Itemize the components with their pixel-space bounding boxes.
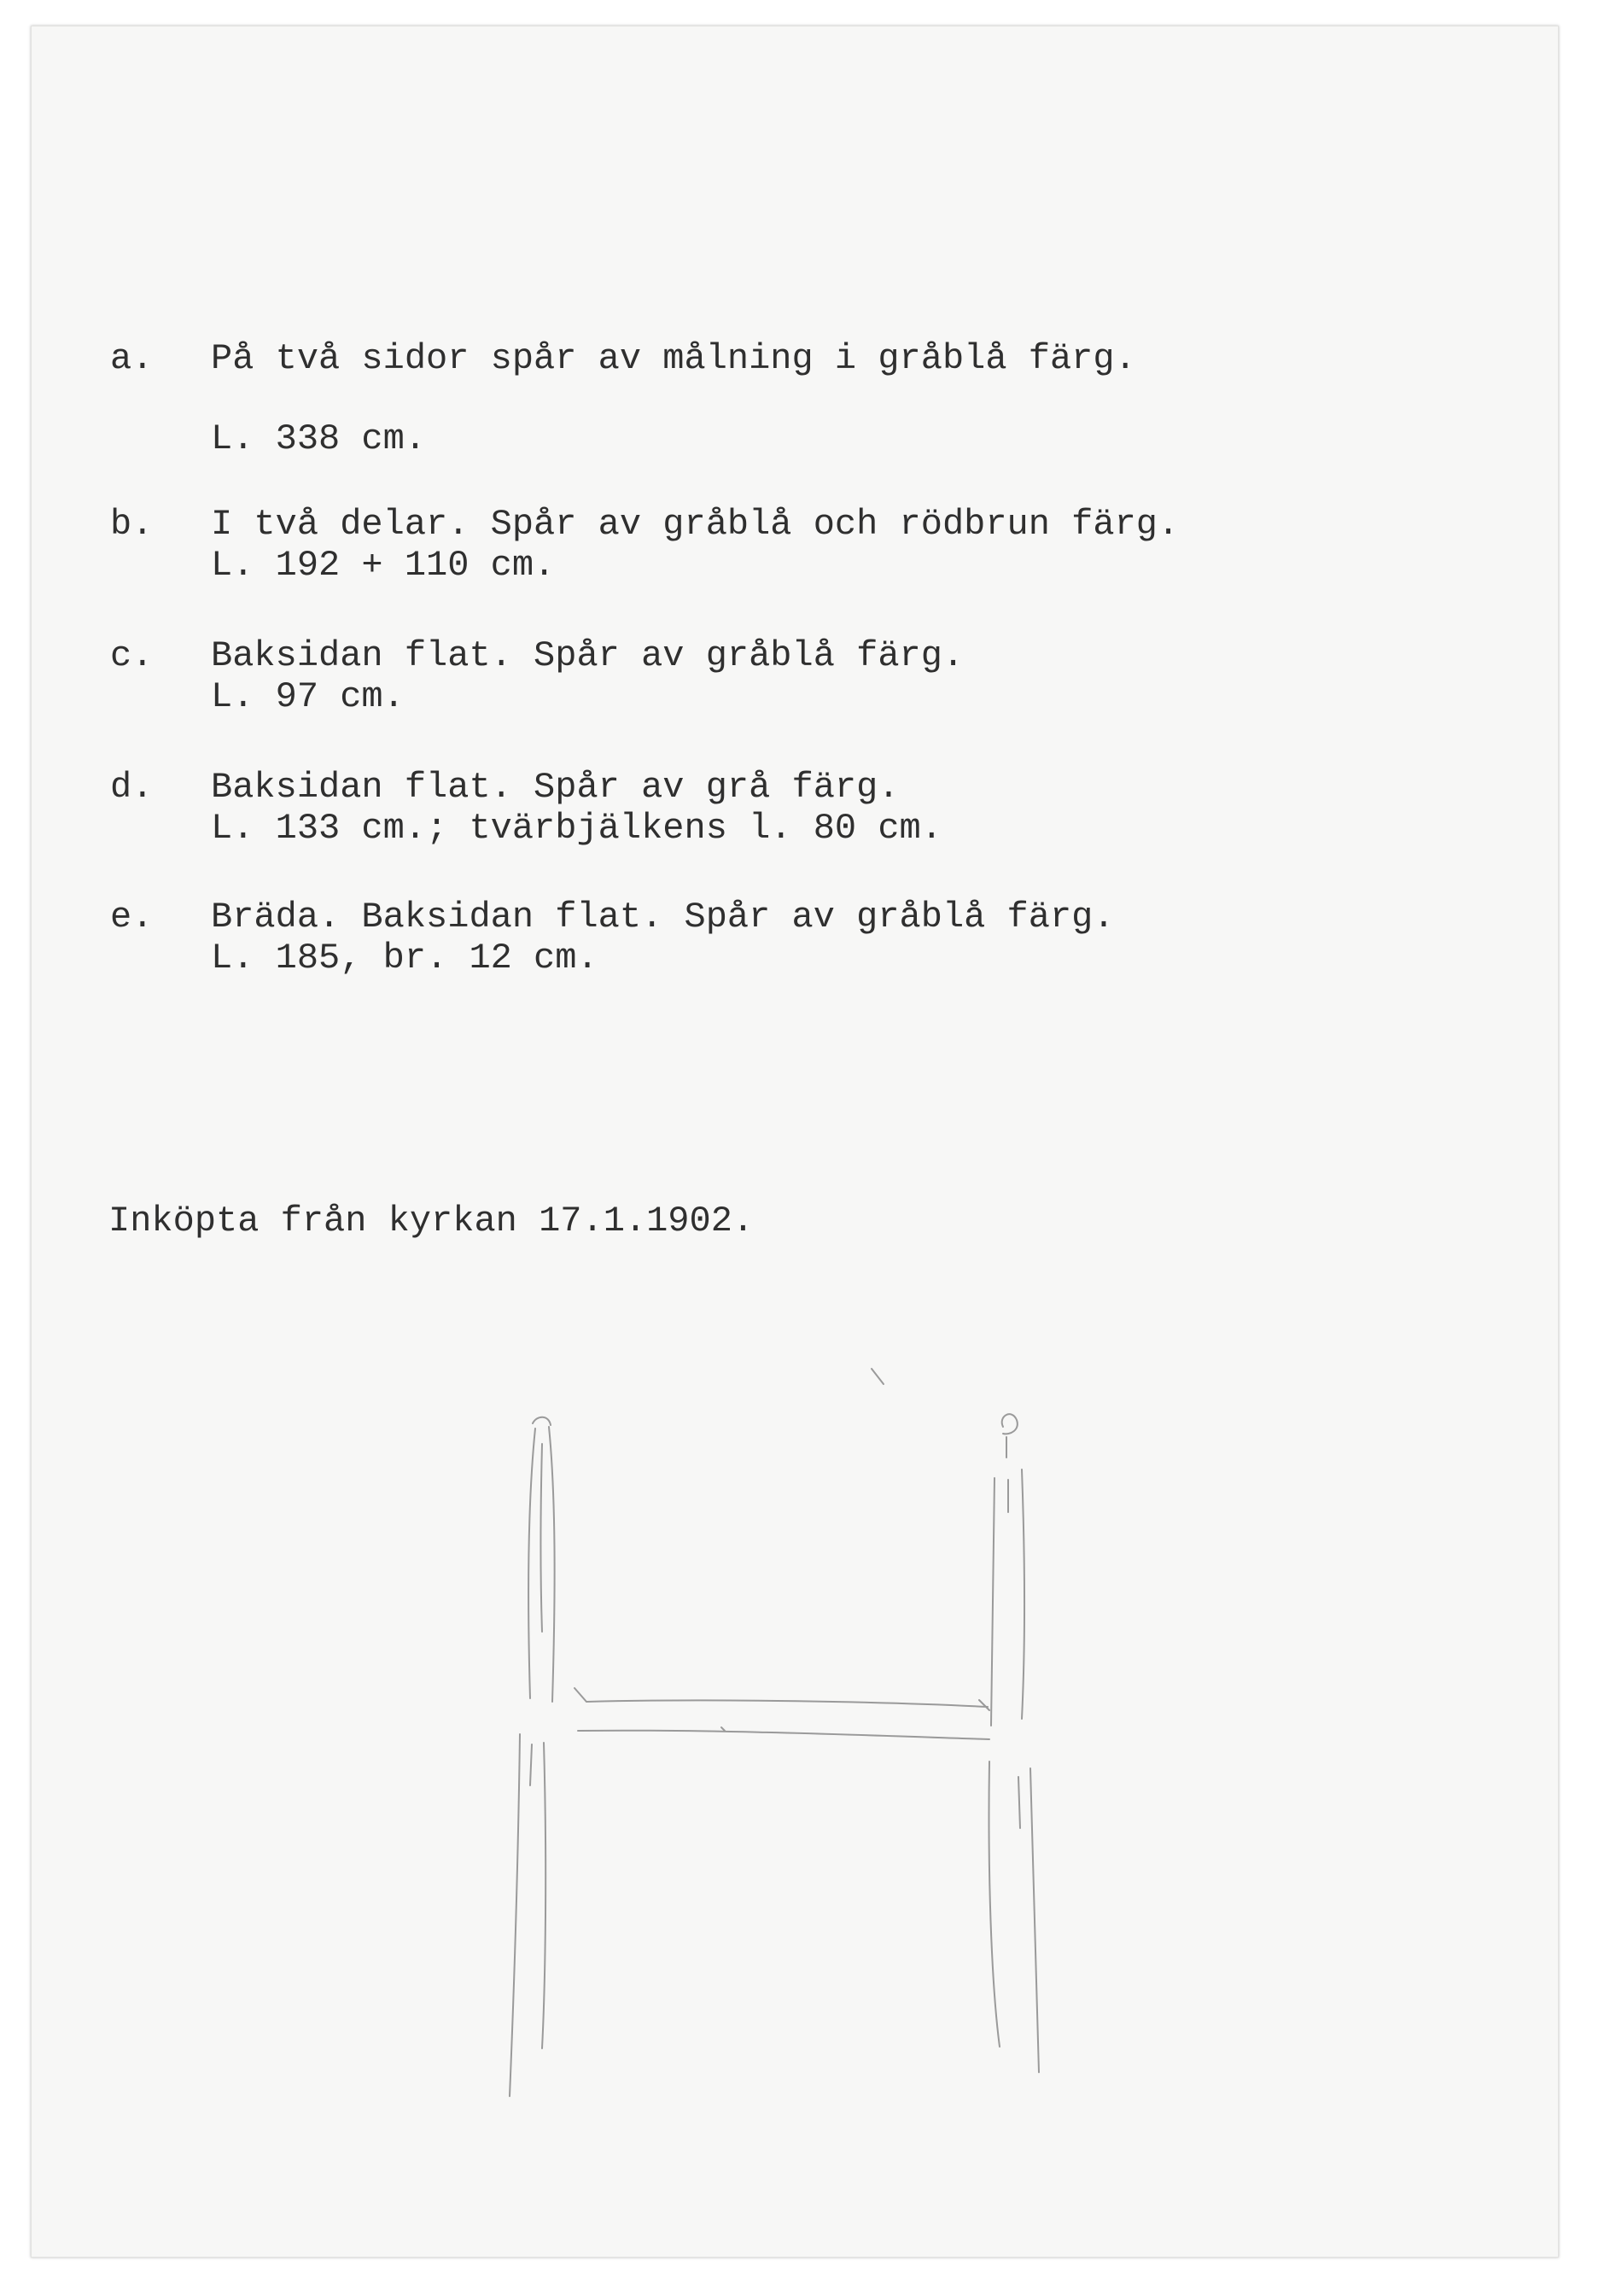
entry-a-description: På två sidor spår av målning i gråblå färg. xyxy=(211,338,1136,379)
entry-d-letter: d. xyxy=(110,767,154,808)
entry-b-letter: b. xyxy=(110,504,154,545)
entry-a-letter: a. xyxy=(110,338,154,379)
entry-d-length: L. 133 cm.; tvärbjälkens l. 80 cm. xyxy=(211,808,942,849)
entry-c-description: Baksidan flat. Spår av gråblå färg. xyxy=(211,635,965,676)
entry-a-length: L. 338 cm. xyxy=(211,418,427,459)
entry-c-letter: c. xyxy=(110,635,154,676)
document-page xyxy=(31,26,1559,2258)
entry-b-description: I två delar. Spår av gråblå och rödbrun färg. xyxy=(211,504,1180,545)
entry-e-description: Bräda. Baksidan flat. Spår av gråblå färg. xyxy=(211,897,1115,938)
entry-e-letter: e. xyxy=(110,897,154,938)
entry-b-length: L. 192 + 110 cm. xyxy=(211,545,556,586)
entry-c-length: L. 97 cm. xyxy=(211,676,405,717)
purchase-note: Inköpta från kyrkan 17.1.1902. xyxy=(108,1201,755,1241)
entry-e-length: L. 185, br. 12 cm. xyxy=(211,938,598,979)
entry-d-description: Baksidan flat. Spår av grå färg. xyxy=(211,767,900,808)
